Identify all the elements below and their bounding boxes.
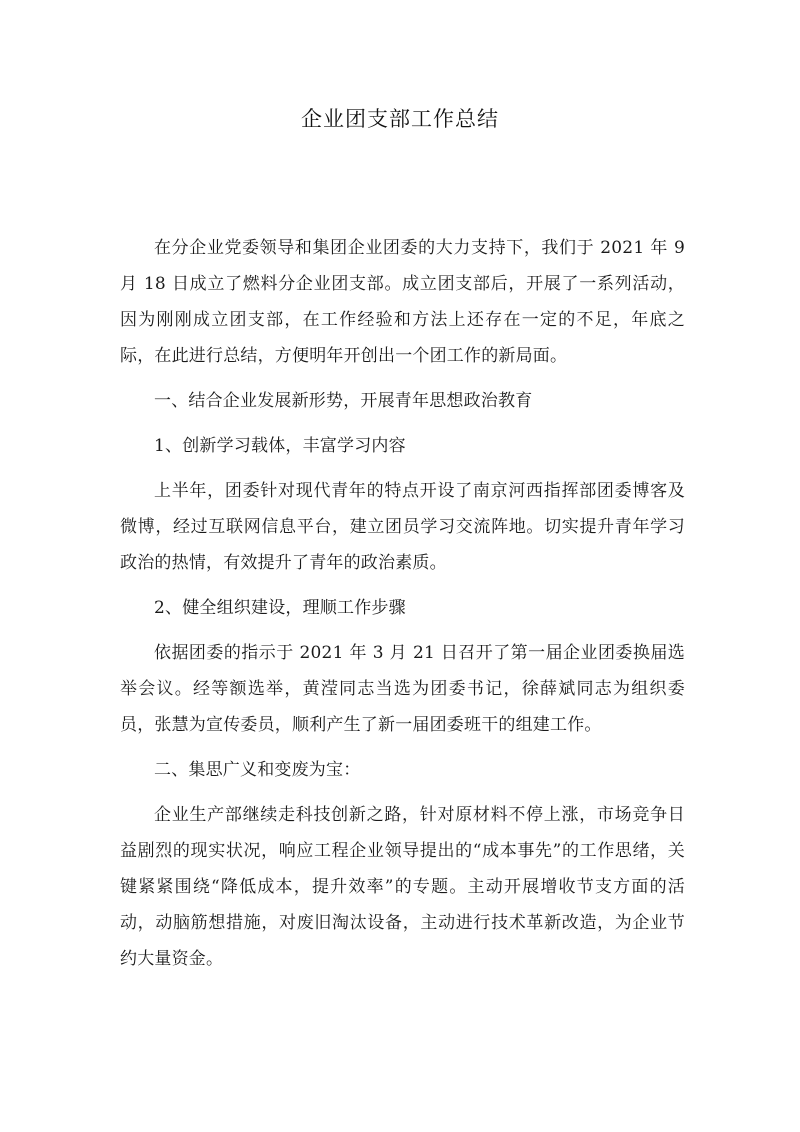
subheading-1-2: 2、健全组织建设，理顺工作步骤: [154, 598, 406, 618]
subheading-1-1: 1、创新学习载体，丰富学习内容: [154, 436, 406, 456]
document-body: [120, 230, 685, 977]
document-title: 企业团支部工作总结: [301, 107, 499, 131]
section-heading-1: 一、结合企业发展新形势，开展青年思想政治教育: [154, 391, 533, 411]
paragraph-blog: 上半年，团委针对现代青年的特点开设了南京河西指挥部团委博客及微博，经过互联网信息平台，建立团员学习交流阵地。切实提升青年学习政治的热情，有效提升了青年的政治素质。: [120, 481, 685, 573]
paragraph-intro: 在分企业党委领导和集团企业团委的大力支持下，我们于 2021 年 9 月 18 日成立了燃料分企业团支部。成立团支部后，开展了一系列活动，因为刚刚成立团支部，在工作经验和方法上还存在一定的不足，年底之际，在此进行总结，方便明年开创出一个团工作的新局面。: [120, 238, 685, 366]
paragraph-production: 企业生产部继续走科技创新之路，针对原材料不停上涨，市场竞争日益剧烈的现实状况，响应工程企业领导提出的“成本事先”的工作思绪，关键紧紧围绕“降低成本，提升效率”的专题。主动开展增收节支方面的活动，动脑筋想措施，对废旧淘汰设备，主动进行技术革新改造，为企业节约大量资金。: [120, 805, 685, 969]
section-heading-2: 二、集思广义和变废为宝：: [154, 760, 361, 780]
paragraph-election: 依据团委的指示于 2021 年 3 月 21 日召开了第一届企业团委换届选举会议。经等额选举，黄滢同志当选为团委书记，徐薛斌同志为组织委员，张慧为宣传委员，顺利产生了新一届团委班干的组建工作。: [120, 643, 685, 735]
